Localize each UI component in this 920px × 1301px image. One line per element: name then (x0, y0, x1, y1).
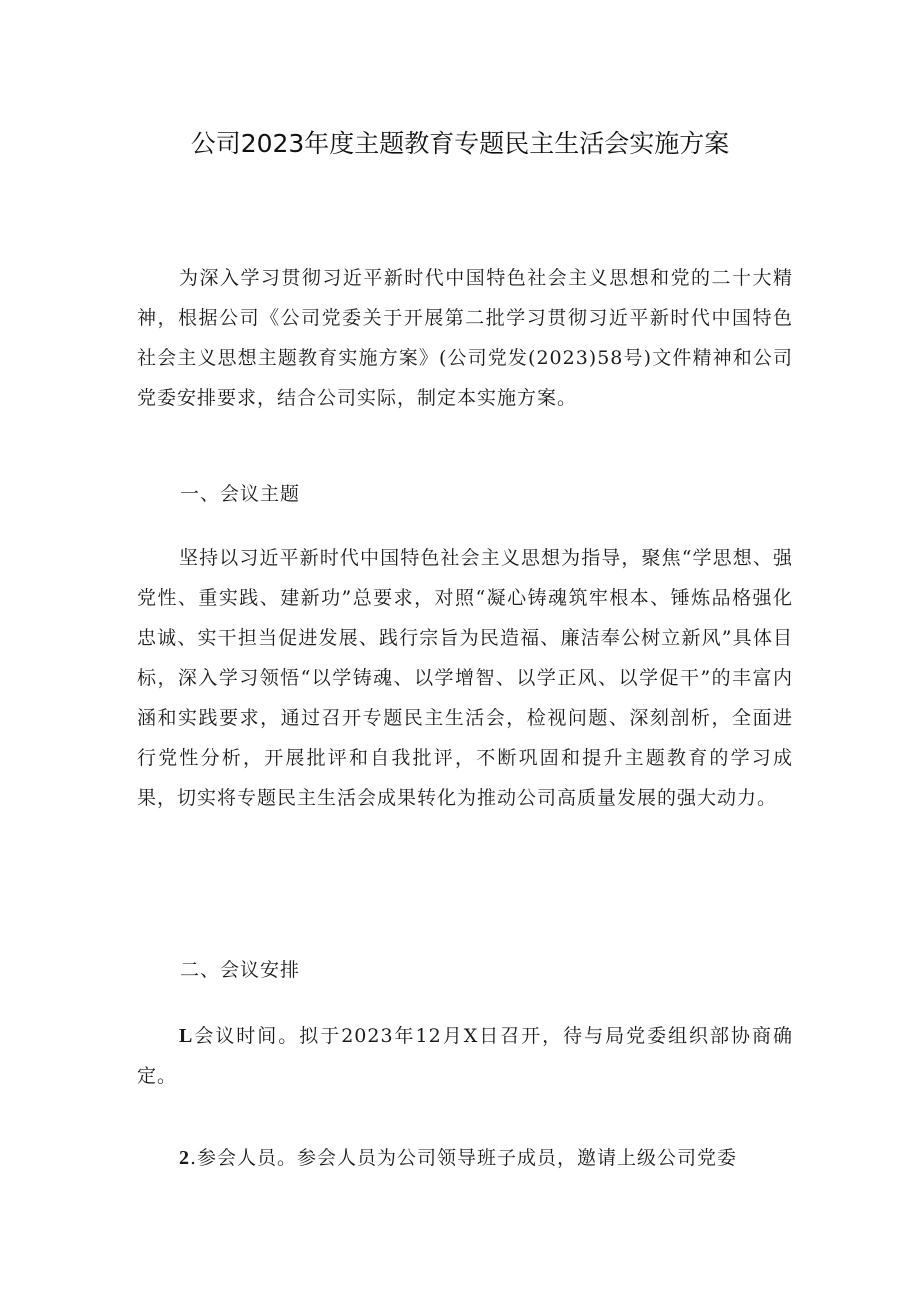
document-title: 公司2023年度主题教育专题民主生活会实施方案 (190, 129, 730, 158)
intro-paragraph: 为深入学习贯彻习近平新时代中国特色社会主义思想和党的二十大精神，根据公司《公司党委关于开展第二批学习贯彻习近平新时代中国特色社会主义思想主题教育实施方案》(公司党发(2023)58号)文件精神和公司党委安排要求，结合公司实际，制定本实施方案。 (137, 267, 793, 409)
item-text: .参会人员。参会人员为公司领导班子成员，邀请上级公司党委 (190, 1147, 738, 1169)
item-number: L (179, 1025, 194, 1047)
theme-paragraph: 坚持以习近平新时代中国特色社会主义思想为指导，聚焦“学思想、强党性、重实践、建新功”总要求，对照“凝心铸魂筑牢根本、锤炼品格强化忠诚、实干担当促进发展、践行宗旨为民造福、廉洁奉公树立新风”具体目标，深入学习领悟“以学铸魂、以学增智、以学正风、以学促干”的丰富内涵和实践要求，通过召开专题民主生活会，检视问题、深刻剖析，全面进行党性分析，开展批评和自我批评，不断巩固和提升主题教育的学习成果，切实将专题民主生活会成果转化为推动公司高质量发展的强大动力。 (137, 547, 793, 809)
arrangement-item-time (137, 1016, 793, 1096)
item-text: 会议时间。拟于2023年12月X日召开，待与局党委组织部协商确定。 (137, 1025, 793, 1087)
section-heading-arrangement: 二、会议安排 (180, 959, 301, 981)
item-number: 2 (179, 1147, 190, 1169)
section-heading-theme: 一、会议主题 (180, 483, 301, 505)
arrangement-item-attendees (137, 1138, 793, 1178)
